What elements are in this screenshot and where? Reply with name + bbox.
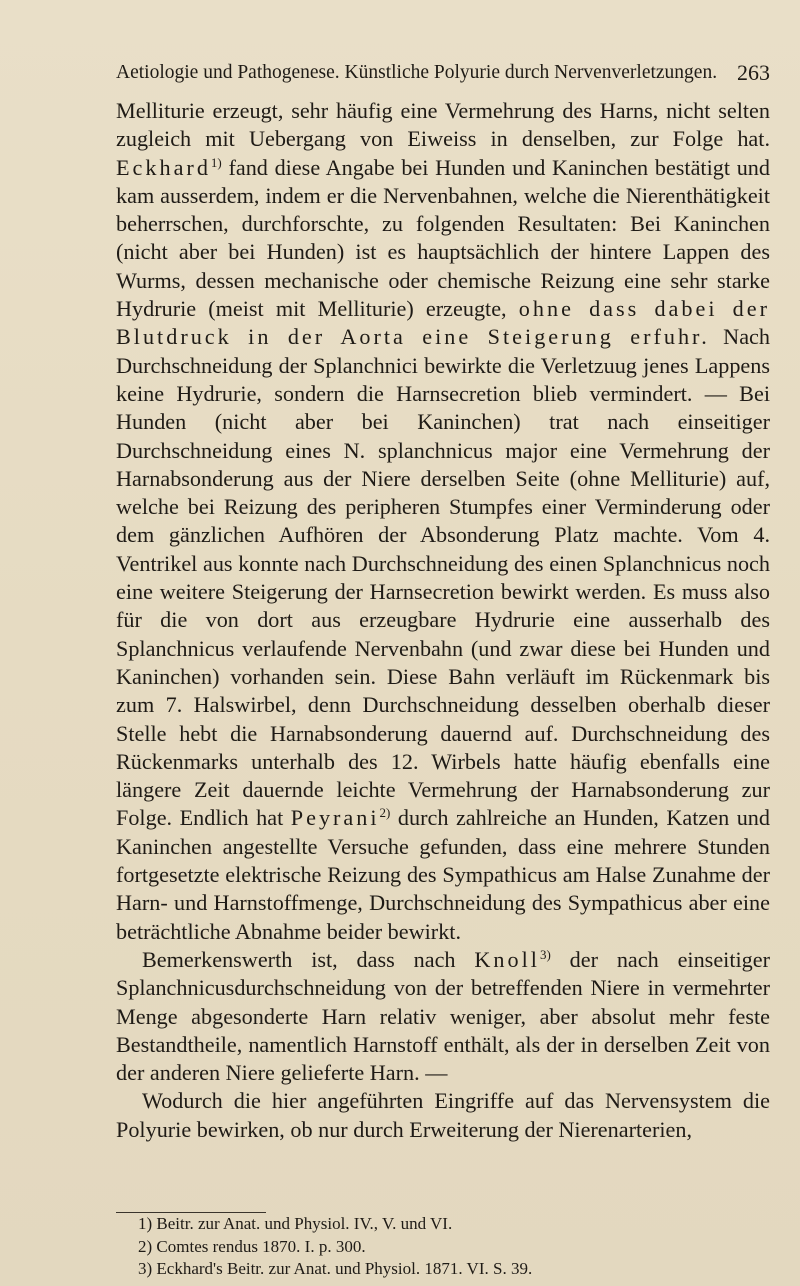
paragraph-2-text-1: Bemerkenswerth ist, dass nach bbox=[142, 946, 475, 972]
paragraph-1-text-4: durch zahlreiche an Hunden, Katzen und Kaninchen angestellte Versuche gefunden, dass eine mehrere Stunden fortgesetzte elektrische Reizung des Sympathicus am Halse Zunahme der Harn- und Harnstoffmenge, Durchschneidung des Sympathicus aber eine beträchtliche Abnahme beider bewirkt. bbox=[116, 805, 770, 944]
footnote-ref-3: 3) bbox=[539, 946, 551, 962]
footnotes bbox=[138, 1213, 770, 1281]
page-number: 263 bbox=[737, 60, 770, 85]
footnote-ref-1: 1) bbox=[210, 154, 222, 170]
paragraph-3-text-1: Wodurch die hier angeführten Eingriffe auf das Nervensystem die Polyurie bewirken, ob nur durch Erweiterung der Nierenarterien, bbox=[116, 1088, 770, 1142]
footnote-2: 2) Comtes rendus 1870. I. p. 300. bbox=[138, 1236, 366, 1256]
emphasized-spaced-text: ohne dass dabei der Blutdruck in der Aorta eine Steigerung erfuhr. bbox=[116, 296, 771, 350]
footnote-3: 3) Eckhard's Beitr. zur Anat. und Physiol. 1871. VI. S. 39. bbox=[138, 1259, 533, 1278]
author-eckhard: Eckhard bbox=[116, 154, 211, 180]
author-knoll: Knoll bbox=[474, 946, 540, 972]
paragraph-2 bbox=[116, 946, 770, 1087]
paragraph-1-text-3: Nach Durchschneidung der Splanchnici bewirkte die Verletzuug jenes Lappens keine Hydrurie, sondern die Harnsecretion blieb vermindert. — Bei Hunden (nicht aber bei Kaninchen) trat nach einseitiger Durchschneidung eines N. splanchnicus major eine Vermehrung der Harnabsonderung aus der Niere derselben Seite (ohne Melliturie) auf, welche bei Reizung des peripheren Stumpfes einer Verminderung oder dem gänzlichen Aufhören der Absonderung Platz machte. Vom 4. Ventrikel aus konnte nach Durchschneidung des einen Splanchnicus noch eine weitere Steigerung der Harnsecretion bewirkt werden. Es muss also für die von dort aus erzeugbare Hydrurie eine ausserhalb des Splanchnicus verlaufende Nervenbahn (und zwar diese bei Hunden und Kaninchen) vorhanden sein. Diese Bahn verläuft im Rückenmark bis zum 7. Halswirbel, denn Durchschneidung desselben oberhalb dieser Stelle hebt die Harnabsonderung dauernd auf. Durchschneidung des Rückenmarks unterhalb des 12. Wirbels hatte häufig ebenfalls eine längere Zeit dauernde leichte Vermehrung der Harnabsonderung zur Folge. Endlich hat bbox=[116, 324, 770, 831]
paragraph-1 bbox=[116, 97, 770, 946]
paragraph-3 bbox=[116, 1087, 770, 1144]
paragraph-1-text-2: fand diese Angabe bei Hunden und Kaninchen bestätigt und kam ausserdem, indem er die Nervenbahnen, welche die Nierenthätigkeit beherrschen, durchforschte, zu folgenden Resultaten: Bei Kaninchen (nicht aber bei Hunden) ist es hauptsächlich der hintere Lappen des Wurms, dessen mechanische oder chemische Reizung eine sehr starke Hydrurie (meist mit Melliturie) erzeugte, bbox=[116, 154, 770, 322]
running-title: Aetiologie und Pathogenese. Künstliche Polyurie durch Nervenverletzungen. bbox=[116, 62, 718, 83]
footnote-1: 1) Beitr. zur Anat. und Physiol. IV., V. und VI. bbox=[138, 1214, 453, 1233]
running-head bbox=[116, 58, 770, 88]
body-text bbox=[116, 97, 770, 1144]
footnote-ref-2: 2) bbox=[379, 805, 391, 821]
author-peyrani: Peyrani bbox=[290, 805, 380, 831]
paragraph-1-text-1: Melliturie erzeugt, sehr häufig eine Vermehrung des Harns, nicht selten zugleich mit Uebergang von Eiweiss in denselben, zur Folge hat. bbox=[116, 98, 770, 152]
paragraph-2-text-2: der nach einseitiger Splanchnicusdurchschneidung von der betreffenden Niere in vermehrter Menge abgesonderte Harn relativ weniger, aber absolut mehr feste Bestandtheile, namentlich Harnstoff enthält, als der in derselben Zeit von der anderen Niere gelieferte Harn. — bbox=[116, 946, 770, 1086]
